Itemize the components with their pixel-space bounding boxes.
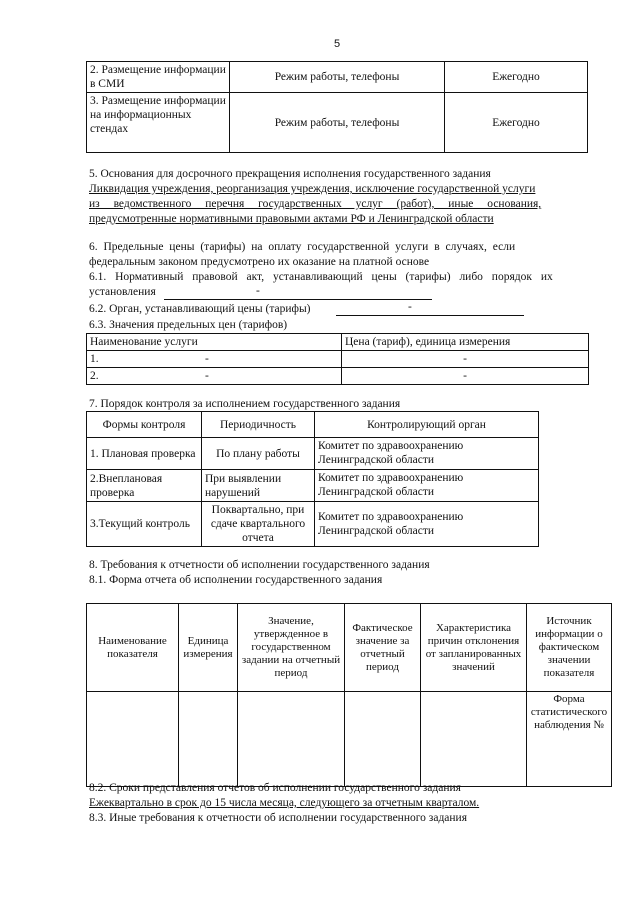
section5-line1: Ликвидация учреждения, реорганизация учреждения, исключение государственной услуги	[89, 183, 536, 195]
report-cell	[179, 692, 238, 787]
table-row	[87, 62, 588, 93]
fill-value-61: -	[256, 285, 260, 297]
report-cell	[87, 692, 179, 787]
table-row	[87, 368, 589, 385]
control-period-cell: По плану работы	[202, 438, 315, 470]
section8-sub1: 8.1. Форма отчета об исполнении государственного задания	[89, 574, 383, 586]
control-body-cell: Комитет по здравоохранению Ленинградской области	[315, 470, 539, 502]
tariff-header-price: Цена (тариф), единица измерения	[342, 334, 589, 351]
section8-sub2: 8.2. Сроки представления отчетов об исполнении государственного задания	[89, 782, 461, 794]
report-header-source: Источник информации о фактическом значении показателя	[527, 604, 612, 692]
tariff-service-cell	[87, 351, 342, 368]
control-period-cell: Поквартально, при сдаче квартального отчета	[202, 502, 315, 547]
table-header-row	[87, 334, 589, 351]
service-value: -	[205, 353, 209, 365]
control-period-cell: При выявлении нарушений	[202, 470, 315, 502]
section6-line6: 6.3. Значения предельных цен (тарифов)	[89, 319, 288, 331]
section8-heading: 8. Требования к отчетности об исполнении государственного задания	[89, 559, 430, 571]
control-body-cell: Комитет по здравоохранению Ленинградской области	[315, 502, 539, 547]
row-number: 2.	[90, 370, 99, 382]
control-header-form: Формы контроля	[87, 412, 202, 438]
table-row	[87, 470, 539, 502]
info-content-cell: Режим работы, телефоны	[230, 93, 445, 153]
control-form-cell: 2.Внеплановая проверка	[87, 470, 202, 502]
tariff-service-cell	[87, 368, 342, 385]
report-source-cell: Форма статистического наблюдения №	[527, 692, 612, 787]
info-method-cell: 2. Размещение информации в СМИ	[87, 62, 230, 93]
report-header-approved: Значение, утвержденное в государственном задании на отчетный период	[238, 604, 345, 692]
report-table	[86, 603, 612, 787]
table-row	[87, 93, 588, 153]
section5-heading: 5. Основания для досрочного прекращения исполнения государственного задания	[89, 168, 491, 180]
section7-heading: 7. Порядок контроля за исполнением государственного задания	[89, 398, 401, 410]
report-header-unit: Единица измерения	[179, 604, 238, 692]
section5-line2: из ведомственного перечня государственных услуг (работ), иные основания,	[89, 198, 542, 210]
report-header-actual: Фактическое значение за отчетный период	[345, 604, 421, 692]
page-number: 5	[334, 38, 341, 50]
tariff-price-cell: -	[342, 351, 589, 368]
info-frequency-cell: Ежегодно	[445, 93, 588, 153]
section6-line2: федеральным законом предусмотрено их оказание на платной основе	[89, 256, 430, 268]
section5-line3: предусмотренные нормативными правовыми актами РФ и Ленинградской области	[89, 213, 494, 225]
table-row	[87, 692, 612, 787]
tariff-price-cell: -	[342, 368, 589, 385]
info-table	[86, 61, 588, 153]
control-header-period: Периодичность	[202, 412, 315, 438]
control-header-body: Контролирующий орган	[315, 412, 539, 438]
fill-line-61	[164, 299, 432, 300]
control-form-cell: 3.Текущий контроль	[87, 502, 202, 547]
control-table	[86, 411, 539, 547]
control-form-cell: 1. Плановая проверка	[87, 438, 202, 470]
info-method-cell: 3. Размещение информации на информационных стендах	[87, 93, 230, 153]
section8-sub3: 8.3. Иные требования к отчетности об исполнении государственного задания	[89, 812, 468, 824]
report-header-deviation: Характеристика причин отклонения от запланированных значений	[421, 604, 527, 692]
service-value: -	[205, 370, 209, 382]
tariff-table	[86, 333, 589, 385]
section6-line1: 6. Предельные цены (тарифы) на оплату государственной услуги в случаях, если	[89, 241, 516, 253]
tariff-header-service: Наименование услуги	[87, 334, 342, 351]
report-cell	[238, 692, 345, 787]
fill-line-62	[336, 315, 524, 316]
control-body-cell: Комитет по здравоохранению Ленинградской области	[315, 438, 539, 470]
table-header-row	[87, 604, 612, 692]
info-frequency-cell: Ежегодно	[445, 62, 588, 93]
table-header-row	[87, 412, 539, 438]
section8-sub2-value: Ежеквартально в срок до 15 числа месяца, следующего за отчетным кварталом.	[89, 797, 480, 809]
report-cell	[345, 692, 421, 787]
report-cell	[421, 692, 527, 787]
table-row	[87, 502, 539, 547]
info-content-cell: Режим работы, телефоны	[230, 62, 445, 93]
table-row	[87, 351, 589, 368]
section6-line4: установления	[89, 286, 156, 298]
fill-value-62: -	[408, 301, 412, 313]
section6-line3: 6.1. Нормативный правовой акт, устанавливающий цены (тарифы) либо порядок их	[89, 271, 553, 283]
table-row	[87, 438, 539, 470]
row-number: 1.	[90, 353, 99, 365]
section6-line5: 6.2. Орган, устанавливающий цены (тарифы)	[89, 303, 311, 315]
report-header-indicator: Наименование показателя	[87, 604, 179, 692]
